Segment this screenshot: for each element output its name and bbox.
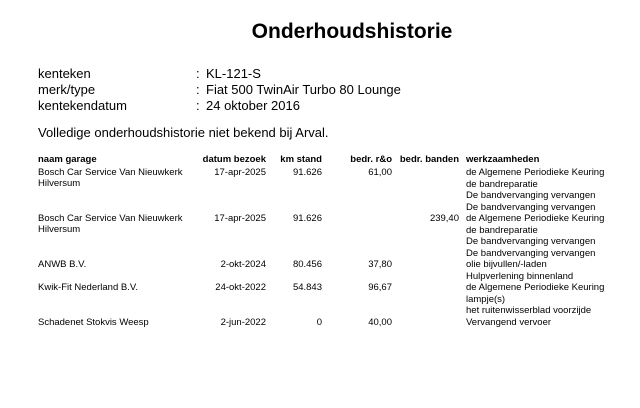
work-item: De bandvervanging vervangen — [466, 236, 596, 247]
cell-tyres-amount: 239,40 — [429, 213, 459, 224]
info-label: kenteken — [38, 66, 91, 81]
work-item: het ruitenwisserblad voorzijde — [466, 305, 592, 316]
info-label: merk/type — [38, 82, 96, 97]
cell-km: 80.456 — [292, 259, 322, 270]
info-separator: : — [196, 66, 200, 81]
work-item: lampje(s) — [466, 293, 506, 305]
cell-date: 17-apr-2025 — [214, 213, 266, 224]
history-notice: Volledige onderhoudshistorie niet bekend bij Arval. — [38, 125, 329, 140]
work-item: De bandvervanging vervangen — [466, 190, 596, 201]
vehicle-info — [38, 66, 401, 114]
header-date: datum bezoek — [202, 154, 266, 165]
cell-km: 91.626 — [292, 167, 322, 178]
cell-work — [466, 167, 604, 213]
info-value-license-plate: KL-121-S — [206, 66, 261, 81]
cell-date: 17-apr-2025 — [214, 167, 266, 178]
cell-garage: Bosch Car Service Van Nieuwkerk Hilversum — [38, 167, 183, 189]
info-separator: : — [196, 82, 200, 97]
vehicle-info-row — [38, 82, 401, 98]
vehicle-info-row — [38, 98, 401, 114]
cell-garage: Kwik-Fit Nederland B.V. — [38, 282, 138, 293]
work-item: Hulpverlening binnenland — [466, 270, 574, 282]
cell-ro-amount: 96,67 — [368, 282, 392, 293]
cell-km: 54.843 — [292, 282, 322, 293]
vehicle-info-row — [38, 66, 401, 82]
work-item: olie bijvullen/-laden — [466, 259, 547, 270]
work-item: De bandvervanging vervangen — [466, 247, 596, 259]
cell-work — [466, 317, 551, 329]
header-tyres-amount: bedr. banden — [399, 154, 459, 165]
table-row — [38, 282, 638, 317]
work-item: de Algemene Periodieke Keuring — [466, 213, 605, 224]
cell-ro-amount: 40,00 — [368, 317, 392, 328]
work-item: de bandreparatie — [466, 178, 538, 190]
work-item: de Algemene Periodieke Keuring — [466, 282, 605, 293]
cell-work — [466, 259, 573, 282]
table-row — [38, 259, 638, 282]
cell-work — [466, 213, 604, 259]
work-item: de bandreparatie — [466, 224, 538, 236]
cell-km: 0 — [316, 317, 322, 328]
header-ro-amount: bedr. r&o — [350, 154, 392, 165]
info-label: kentekendatum — [38, 98, 127, 113]
info-value-registration-date: 24 oktober 2016 — [206, 98, 300, 113]
page-title: Onderhoudshistorie — [251, 20, 453, 43]
cell-ro-amount: 37,80 — [368, 259, 392, 270]
table-header — [38, 154, 638, 167]
table-row — [38, 213, 638, 259]
work-item: De bandvervanging vervangen — [466, 201, 596, 213]
work-item: de Algemene Periodieke Keuring — [466, 167, 605, 178]
cell-garage: ANWB B.V. — [38, 259, 87, 270]
cell-work — [466, 282, 604, 317]
cell-date: 2-okt-2024 — [220, 259, 266, 270]
cell-garage: Schadenet Stokvis Weesp — [38, 317, 149, 328]
table-row — [38, 317, 638, 331]
header-garage: naam garage — [38, 154, 97, 165]
maintenance-table — [38, 154, 638, 331]
work-item: Vervangend vervoer — [466, 317, 552, 328]
header-work: werkzaamheden — [466, 154, 540, 165]
info-separator: : — [196, 98, 200, 113]
info-value-make-model: Fiat 500 TwinAir Turbo 80 Lounge — [206, 82, 401, 97]
cell-date: 24-okt-2022 — [215, 282, 266, 293]
cell-km: 91.626 — [292, 213, 322, 224]
cell-date: 2-jun-2022 — [220, 317, 266, 328]
table-row — [38, 167, 638, 213]
cell-garage: Bosch Car Service Van Nieuwkerk Hilversum — [38, 213, 183, 235]
cell-ro-amount: 61,00 — [368, 167, 392, 178]
header-km: km stand — [280, 154, 322, 165]
